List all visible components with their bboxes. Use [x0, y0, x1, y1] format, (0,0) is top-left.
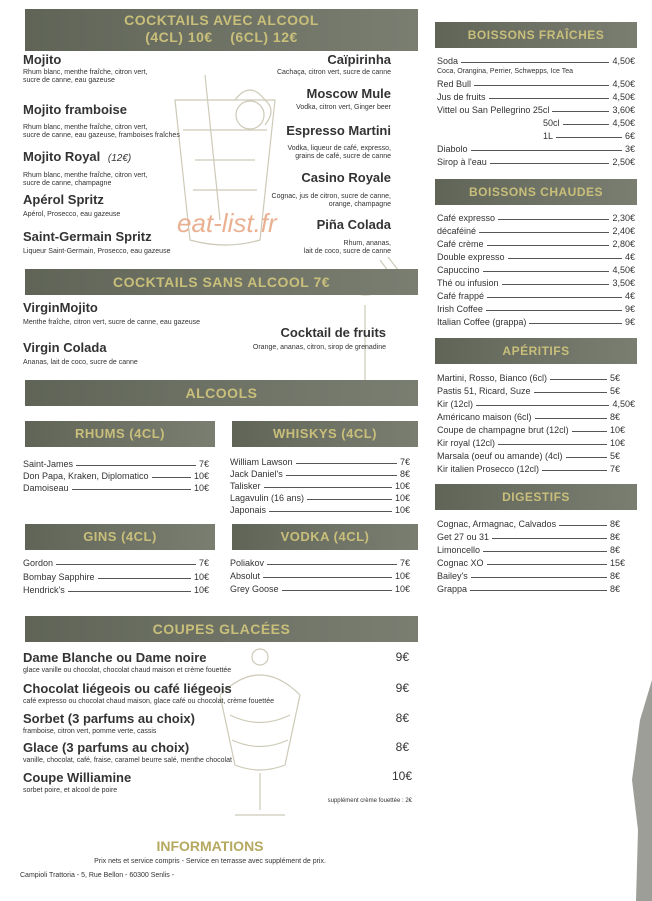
item-price: 8€: [609, 584, 620, 594]
item-label: Grappa: [437, 584, 468, 594]
leader-line: [492, 538, 607, 539]
item-label: Vittel ou San Pellegrino 25cl: [437, 105, 550, 115]
leader-line: [498, 444, 607, 445]
price-row: [437, 372, 620, 383]
item-label: Italian Coffee (grappa): [437, 317, 527, 327]
price-row: [437, 583, 620, 594]
cocktails-alcool-title: COCKTAILS AVEC ALCOOL: [124, 12, 319, 28]
item-price: 2,40€: [612, 226, 635, 236]
fountain-illustration: [630, 680, 652, 901]
price-row: [23, 470, 209, 481]
item-price: 10€: [394, 493, 410, 503]
item-price: 10€: [609, 438, 625, 448]
item-label: Lagavulin (16 ans): [230, 493, 305, 503]
price-row: [437, 212, 635, 223]
item-price: 7€: [399, 457, 410, 467]
vodka-header: [232, 524, 418, 550]
coupe-name: Sorbet (3 parfums au choix): [23, 711, 195, 726]
cocktail-name: Caïpirinha: [327, 52, 391, 67]
cocktail-name: Apérol Spritz: [23, 192, 104, 207]
cocktail-desc: sucre de canne, eau gazeuse: [23, 77, 115, 84]
item-label: décaféiné: [437, 226, 477, 236]
item-price: 2,80€: [612, 239, 635, 249]
item-price: 8€: [399, 469, 410, 479]
price-row: [437, 557, 625, 568]
coupe-name: Coupe Williamine: [23, 770, 132, 785]
cocktail-name: Cocktail de fruits: [280, 325, 386, 340]
price-row: [437, 143, 635, 154]
digestifs-header: [435, 484, 637, 510]
item-price: 4,50€: [612, 56, 635, 66]
price-row: [543, 117, 635, 128]
leader-line: [471, 577, 607, 578]
coupes-header: [25, 616, 418, 642]
item-label: Américano maison (6cl): [437, 412, 532, 422]
price-row: [437, 411, 620, 422]
cocktails-alcool-prices: (4CL) 10€ (6CL) 12€: [145, 29, 298, 45]
informations-line: Prix nets et service compris - Service en terrasse avec supplément de prix.: [94, 858, 326, 865]
item-price: 8€: [609, 519, 620, 529]
leader-line: [307, 499, 392, 500]
item-price: 8€: [609, 412, 620, 422]
cocktails-sans-header: [25, 269, 418, 295]
cocktail-desc: sucre de canne, champagne: [23, 180, 112, 187]
price-row: [437, 531, 620, 542]
item-price: 4€: [624, 291, 635, 301]
leader-line: [498, 219, 609, 220]
price-row: [437, 424, 625, 435]
price-row: [437, 264, 635, 275]
leader-line: [542, 470, 607, 471]
aperitifs-title: APÉRITIFS: [502, 344, 570, 358]
leader-line: [471, 150, 622, 151]
price-row: [437, 518, 620, 529]
supplement-note: supplément crème fouettée : 2€: [327, 798, 412, 804]
price-row: [437, 544, 620, 555]
item-price: 4,50€: [612, 399, 635, 409]
leader-line: [529, 323, 622, 324]
leader-line: [535, 418, 607, 419]
price-row: [437, 156, 635, 167]
item-price: 10€: [609, 425, 625, 435]
item-label: William Lawson: [230, 457, 293, 467]
price-row: [543, 130, 635, 141]
price-row: [230, 492, 410, 503]
cocktail-name-text: Mojito Royal: [23, 149, 101, 164]
item-label: Bailey's: [437, 571, 468, 581]
gins-header: [25, 524, 215, 550]
cocktail-name: Mojito: [23, 52, 62, 67]
leader-line: [68, 591, 191, 592]
item-price: 10€: [193, 471, 209, 481]
leader-line: [550, 379, 607, 380]
item-price: 10€: [394, 481, 410, 491]
item-label: Café frappé: [437, 291, 485, 301]
leader-line: [267, 564, 397, 565]
leader-line: [461, 62, 609, 63]
cocktail-desc: sucre de canne, eau gazeuse, framboises fraîches: [23, 132, 180, 139]
leader-line: [563, 124, 610, 125]
sundae-glass-illustration: [200, 635, 320, 825]
price-row: [437, 78, 635, 89]
item-price: 6€: [624, 131, 635, 141]
item-price: 9€: [624, 304, 635, 314]
boissons-fraiches-header: [435, 22, 637, 48]
leader-line: [476, 405, 609, 406]
item-price: 4,50€: [612, 79, 635, 89]
price-row: [437, 463, 620, 474]
leader-line: [98, 578, 191, 579]
boissons-chaudes-title: BOISSONS CHAUDES: [468, 185, 604, 199]
item-label: Pastis 51, Ricard, Suze: [437, 386, 531, 396]
coupe-price: 8€: [395, 740, 409, 754]
cocktail-name: Moscow Mule: [306, 86, 391, 101]
cocktail-desc: Cachaça, citron vert, sucre de canne: [276, 69, 391, 76]
item-price: 4€: [624, 252, 635, 262]
item-label: Limoncello: [437, 545, 481, 555]
item-price: 3€: [624, 144, 635, 154]
leader-line: [552, 111, 609, 112]
price-row: [230, 480, 410, 491]
item-price: 7€: [198, 558, 209, 568]
item-price: 5€: [609, 386, 620, 396]
digestifs-title: DIGESTIFS: [502, 490, 570, 504]
price-row: [437, 251, 635, 262]
coupes-title: COUPES GLACÉES: [152, 621, 291, 637]
price-row: [23, 482, 209, 493]
coupe-desc: sorbet poire, et alcool de poire: [23, 787, 118, 794]
leader-line: [152, 477, 191, 478]
leader-line: [486, 310, 622, 311]
price-row: [230, 468, 410, 479]
item-price: 9€: [624, 317, 635, 327]
rhums-title: RHUMS (4CL): [75, 426, 165, 441]
item-label: Bombay Sapphire: [23, 572, 95, 582]
item-price: 8€: [609, 532, 620, 542]
item-price: 10€: [193, 585, 209, 595]
leader-line: [490, 163, 610, 164]
item-price: 3,60€: [612, 105, 635, 115]
item-label: Absolut: [230, 571, 261, 581]
leader-line: [483, 271, 610, 272]
cocktail-name: Casino Royale: [301, 170, 391, 185]
leader-line: [296, 463, 397, 464]
leader-line: [76, 465, 196, 466]
item-price: 10€: [394, 584, 410, 594]
cocktail-price-tag: (12€): [107, 153, 132, 164]
price-row: [437, 55, 635, 66]
whiskys-title: WHISKYS (4CL): [273, 426, 377, 441]
leader-line: [269, 511, 392, 512]
aperitifs-header: [435, 338, 637, 364]
item-label: Irish Coffee: [437, 304, 483, 314]
item-label: Poliakov: [230, 558, 265, 568]
cocktail-desc: Cognac, jus de citron, sucre de canne,: [271, 193, 391, 200]
cocktail-name: Mojito framboise: [23, 102, 128, 117]
cocktail-desc: Vodka, liqueur de café, expresso,: [287, 145, 391, 152]
price-row: [437, 398, 635, 409]
cocktail-desc: Vodka, citron vert, Ginger beer: [296, 104, 391, 111]
item-label: Sirop à l'eau: [437, 157, 487, 167]
coupe-name: Dame Blanche ou Dame noire: [23, 650, 207, 665]
coupe-price: 10€: [391, 769, 412, 783]
item-price: 10€: [394, 571, 410, 581]
cocktail-desc: Rhum, ananas,: [343, 240, 391, 247]
coupe-name: Chocolat liégeois ou café liégeois: [23, 681, 232, 696]
cocktails-alcool-header: [25, 9, 418, 51]
item-price: 15€: [609, 558, 625, 568]
price-row: [23, 571, 209, 582]
leader-line: [474, 85, 609, 86]
item-label: Soda: [437, 56, 459, 66]
item-price: 5€: [609, 373, 620, 383]
item-label: Talisker: [230, 481, 261, 491]
cocktails-sans-title: COCKTAILS SANS ALCOOL 7€: [112, 274, 331, 290]
price-row: [437, 570, 620, 581]
item-label: Coupe de champagne brut (12cl): [437, 425, 569, 435]
leader-line: [479, 232, 609, 233]
cocktail-desc: Apérol, Prosecco, eau gazeuse: [23, 211, 121, 218]
item-label: 1L: [543, 131, 554, 141]
coupe-desc: café expresso ou chocolat chaud maison, glace café ou chocolat, crème fouettée: [23, 698, 274, 705]
price-row: [230, 570, 410, 581]
item-label: Don Papa, Kraken, Diplomatico: [23, 471, 149, 481]
item-price: 10€: [394, 505, 410, 515]
item-label: Damoiseau: [23, 483, 69, 493]
leader-line: [263, 577, 392, 578]
leader-line: [72, 489, 191, 490]
item-label: Double expresso: [437, 252, 505, 262]
cocktail-desc: orange, champagne: [328, 201, 391, 208]
cocktail-name: Piña Colada: [316, 217, 391, 232]
item-label: Marsala (oeuf ou amande) (4cl): [437, 451, 563, 461]
leader-line: [282, 590, 392, 591]
watermark: eat-list.fr: [177, 208, 277, 238]
item-price: 7€: [198, 459, 209, 469]
price-row: [230, 456, 410, 467]
cocktail-name: [23, 149, 131, 164]
price-row: [437, 437, 625, 448]
cocktail-desc: Menthe fraîche, citron vert, sucre de canne, eau gazeuse: [23, 319, 201, 326]
item-label: Gordon: [23, 558, 54, 568]
price-row: [230, 557, 410, 568]
coupe-price: 9€: [395, 681, 409, 695]
price-row: [437, 277, 635, 288]
leader-line: [56, 564, 196, 565]
leader-line: [508, 258, 622, 259]
coupe-desc: glace vanille ou chocolat, chocolat chaud maison et crème fouettée: [23, 667, 232, 674]
leader-line: [487, 245, 610, 246]
item-label: Saint-James: [23, 459, 74, 469]
price-row: [437, 104, 635, 115]
boissons-fraiches-title: BOISSONS FRAÎCHES: [467, 28, 605, 42]
restaurant-address: Campioli Trattoria - 5, Rue Bellon - 60300 Senlis -: [20, 872, 175, 879]
price-row: [437, 290, 635, 301]
price-row: [230, 583, 410, 594]
item-label: Diabolo: [437, 144, 468, 154]
item-price: 5€: [609, 451, 620, 461]
item-price: 7€: [609, 464, 620, 474]
item-price: 10€: [193, 572, 209, 582]
item-label: Hendrick's: [23, 585, 65, 595]
item-label: Kir (12cl): [437, 399, 474, 409]
cocktail-desc: grains de café, sucre de canne: [295, 153, 391, 160]
item-label: Capuccino: [437, 265, 480, 275]
cocktail-desc: Liqueur Saint-Germain, Prosecco, eau gazeuse: [23, 248, 171, 255]
price-row: [437, 91, 635, 102]
item-price: 2,30€: [612, 213, 635, 223]
cocktail-desc: lait de coco, sucre de canne: [303, 248, 391, 255]
item-price: 7€: [399, 558, 410, 568]
item-label: Cognac, Armagnac, Calvados: [437, 519, 557, 529]
item-label: Café expresso: [437, 213, 496, 223]
item-label: 50cl: [543, 118, 560, 128]
item-price: 4,50€: [612, 92, 635, 102]
coupe-price: 8€: [395, 711, 409, 725]
leader-line: [556, 137, 622, 138]
cocktail-name: Virgin Colada: [23, 340, 107, 355]
coupe-price: 9€: [395, 650, 409, 664]
coupe-desc: framboise, citron vert, pomme verte, cassis: [23, 728, 157, 735]
item-label: Cognac XO: [437, 558, 484, 568]
rhums-header: [25, 421, 215, 447]
item-label: Get 27 ou 31: [437, 532, 490, 542]
cocktail-name: VirginMojito: [23, 300, 98, 315]
item-price: 10€: [193, 483, 209, 493]
cocktail-name: Saint-Germain Spritz: [23, 229, 152, 244]
cocktail-desc: Rhum blanc, menthe fraîche, citron vert,: [23, 124, 148, 131]
price-row: [437, 385, 620, 396]
item-label: Jus de fruits: [437, 92, 486, 102]
leader-line: [470, 590, 607, 591]
price-row: [230, 504, 410, 515]
item-price: 8€: [609, 545, 620, 555]
item-label: Japonais: [230, 505, 267, 515]
cocktail-desc: Orange, ananas, citron, sirop de grenadine: [252, 344, 386, 351]
informations-title: INFORMATIONS: [156, 838, 264, 854]
item-label: Grey Goose: [230, 584, 279, 594]
alcools-header: [25, 380, 418, 406]
item-label: Martini, Rosso, Bianco (6cl): [437, 373, 548, 383]
coupe-name: Glace (3 parfums au choix): [23, 740, 190, 755]
price-row: [437, 303, 635, 314]
price-row: [23, 557, 209, 568]
soda-desc: Coca, Orangina, Perrier, Schwepps, Ice Tea: [437, 68, 574, 75]
cocktail-name: Espresso Martini: [286, 123, 391, 138]
price-row: [23, 458, 209, 469]
item-label: Red Bull: [437, 79, 472, 89]
item-label: Kir royal (12cl): [437, 438, 496, 448]
cocktail-desc: Rhum blanc, menthe fraîche, citron vert,: [23, 172, 148, 179]
item-label: Kir italien Prosecco (12cl): [437, 464, 540, 474]
boissons-chaudes-header: [435, 179, 637, 205]
item-label: Café crème: [437, 239, 484, 249]
price-row: [437, 238, 635, 249]
whiskys-header: [232, 421, 418, 447]
leader-line: [487, 297, 622, 298]
item-price: 4,50€: [612, 265, 635, 275]
coupe-desc: vanille, chocolat, café, fraise, caramel beurre salé, menthe chocolat: [23, 757, 232, 764]
price-row: [437, 316, 635, 327]
leader-line: [534, 392, 607, 393]
leader-line: [566, 457, 607, 458]
leader-line: [572, 431, 607, 432]
leader-line: [286, 475, 397, 476]
leader-line: [489, 98, 610, 99]
item-price: 8€: [609, 571, 620, 581]
price-row: [437, 225, 635, 236]
item-label: Jack Daniel's: [230, 469, 283, 479]
item-price: 3,50€: [612, 278, 635, 288]
cocktail-desc: Rhum blanc, menthe fraîche, citron vert,: [23, 69, 148, 76]
leader-line: [483, 551, 607, 552]
leader-line: [487, 564, 607, 565]
leader-line: [264, 487, 392, 488]
item-price: 4,50€: [612, 118, 635, 128]
item-label: Thé ou infusion: [437, 278, 499, 288]
cocktail-desc: Ananas, lait de coco, sucre de canne: [23, 359, 138, 366]
vodka-title: VODKA (4CL): [280, 529, 370, 544]
alcools-title: ALCOOLS: [185, 385, 258, 401]
gins-title: GINS (4CL): [83, 529, 157, 544]
leader-line: [559, 525, 607, 526]
price-row: [23, 584, 209, 595]
price-row: [437, 450, 620, 461]
item-price: 2,50€: [612, 157, 635, 167]
leader-line: [502, 284, 610, 285]
